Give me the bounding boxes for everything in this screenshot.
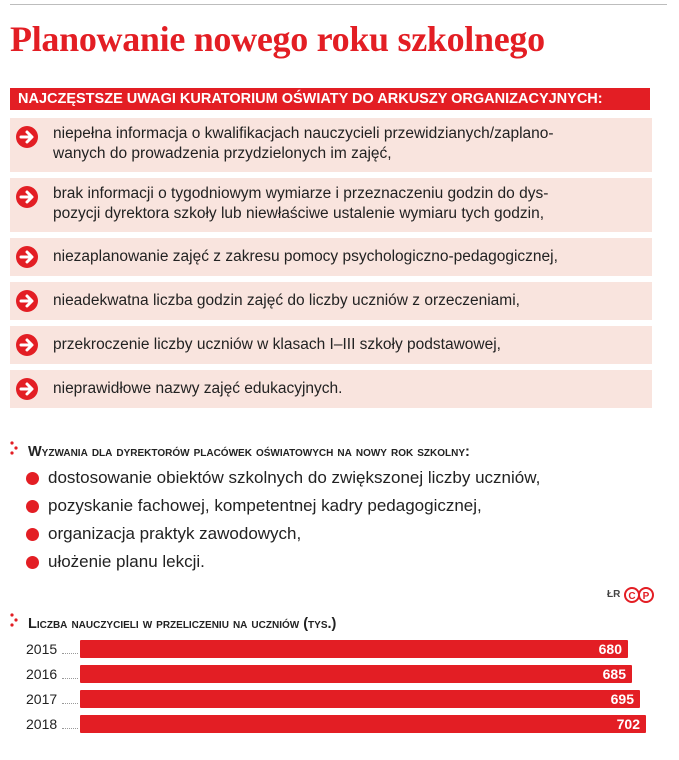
bullet-icon bbox=[26, 500, 39, 513]
chart-row bbox=[0, 665, 679, 683]
bar-value-label: 685 bbox=[602, 666, 626, 682]
challenges-header bbox=[10, 440, 470, 460]
remark-text-line: niezaplanowanie zajęć z zakresu pomocy psychologiczno-pedagogicznej, bbox=[53, 248, 558, 265]
challenge-text: dostosowanie obiektów szkolnych do zwiększonej liczby uczniów, bbox=[48, 468, 541, 487]
chart-bar bbox=[80, 640, 628, 658]
bar-value-label: 680 bbox=[598, 641, 622, 657]
cp-logo-icon bbox=[624, 587, 654, 603]
dotted-leader bbox=[62, 678, 78, 679]
challenge-text: pozyskanie fachowej, kompetentnej kadry pedagogicznej, bbox=[48, 496, 482, 515]
challenge-text: ułożenie planu lekcji. bbox=[48, 552, 205, 571]
remarks-header: NAJCZĘSTSZE UWAGI KURATORIUM OŚWIATY DO ARKUSZY ORGANIZACYJNYCH: bbox=[10, 88, 650, 110]
remark-text-line: niepełna informacja o kwalifikacjach nauczycieli przewidzianych/zaplano- bbox=[53, 125, 554, 142]
year-tick-label: 2018 bbox=[26, 716, 58, 732]
arrow-right-icon bbox=[16, 186, 38, 208]
remark-item bbox=[10, 118, 652, 172]
bar-value-label: 702 bbox=[616, 716, 640, 732]
remark-text-line: pozycji dyrektora szkoły lub niewłaściwe ustalenie wymiaru tych godzin, bbox=[53, 205, 545, 222]
challenges-list bbox=[26, 464, 540, 576]
chart-title: Liczba nauczycieli w przeliczeniu na uczniów (tys.) bbox=[28, 616, 337, 632]
remark-item bbox=[10, 282, 652, 320]
remark-text-line: wanych do prowadzenia przydzielonych im zajęć, bbox=[53, 145, 392, 162]
remark-item bbox=[10, 326, 652, 364]
dots-icon bbox=[10, 612, 20, 632]
challenges-header-text: Wyzwania dla dyrektorów placówek oświatowych na nowy rok szkolny: bbox=[28, 444, 470, 460]
author-credit: ŁR bbox=[607, 589, 621, 600]
chart-row bbox=[0, 690, 679, 708]
remark-item bbox=[10, 238, 652, 276]
chart-row bbox=[0, 640, 679, 658]
cp-logo-letter-p: P bbox=[642, 591, 650, 602]
remark-text-line: nieadekwatna liczba godzin zajęć do liczby uczniów z orzeczeniami, bbox=[53, 292, 520, 309]
dotted-leader bbox=[62, 653, 78, 654]
page-title: Planowanie nowego roku szkolnego bbox=[10, 19, 545, 59]
year-tick-label: 2017 bbox=[26, 691, 58, 707]
cp-logo-letter-c: C bbox=[628, 591, 636, 602]
arrow-right-icon bbox=[16, 334, 38, 356]
remarks-list bbox=[10, 118, 652, 414]
dotted-leader bbox=[62, 703, 78, 704]
bullet-icon bbox=[26, 472, 39, 485]
top-rule bbox=[10, 4, 667, 5]
arrow-right-icon bbox=[16, 378, 38, 400]
remark-text-line: przekroczenie liczby uczniów w klasach I–III szkoły podstawowej, bbox=[53, 336, 501, 353]
year-tick-label: 2015 bbox=[26, 641, 58, 657]
challenge-text: organizacja praktyk zawodowych, bbox=[48, 524, 302, 543]
remark-text-line: brak informacji o tygodniowym wymiarze i przeznaczeniu godzin do dys- bbox=[53, 185, 549, 202]
dots-icon bbox=[10, 440, 20, 460]
challenge-item bbox=[26, 464, 540, 492]
bullet-icon bbox=[26, 528, 39, 541]
chart-header bbox=[10, 612, 336, 632]
challenge-item bbox=[26, 492, 540, 520]
dotted-leader bbox=[62, 728, 78, 729]
bar-chart bbox=[0, 630, 679, 750]
chart-bar bbox=[80, 690, 640, 708]
remark-text-line: nieprawidłowe nazwy zajęć edukacyjnych. bbox=[53, 380, 343, 397]
arrow-right-icon bbox=[16, 290, 38, 312]
remark-item bbox=[10, 370, 652, 408]
chart-bar bbox=[80, 715, 646, 733]
bullet-icon bbox=[26, 556, 39, 569]
arrow-right-icon bbox=[16, 126, 38, 148]
bar-value-label: 695 bbox=[610, 691, 634, 707]
challenge-item bbox=[26, 520, 540, 548]
arrow-right-icon bbox=[16, 246, 38, 268]
remark-item bbox=[10, 178, 652, 232]
year-tick-label: 2016 bbox=[26, 666, 58, 682]
chart-bar bbox=[80, 665, 632, 683]
chart-row bbox=[0, 715, 679, 733]
challenge-item bbox=[26, 548, 540, 576]
